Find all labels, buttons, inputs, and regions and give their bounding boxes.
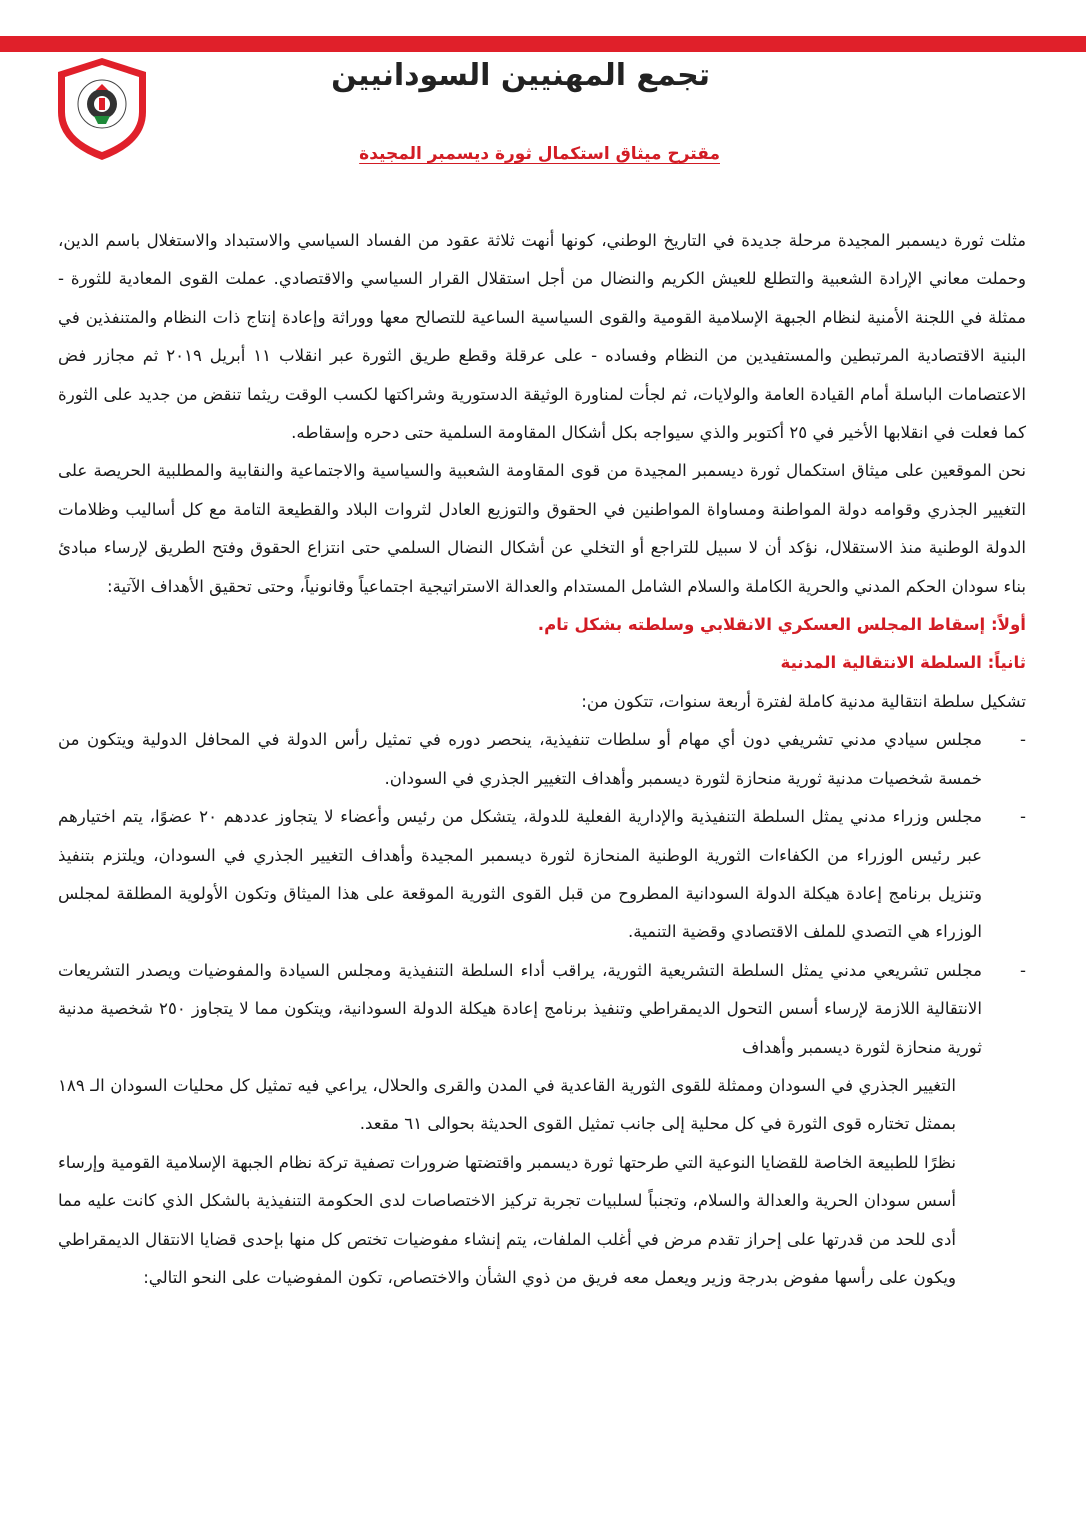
list-item-text: مجلس وزراء مدني يمثل السلطة التنفيذية والإدارية الفعلية للدولة، يتشكل من رئيس وأعضاء لا يتجاوز عددهم ٢٠ عضوًا، يتم اختيارهم عبر رئيس الوزراء من الكفاءات الثورية الوطنية المنحازة لثورة ديسمبر المجيدة وأهداف التغيير الجذري في السودان، ويلتزم بتنفيذ وتنزيل برنامج إعادة هيكلة الدولة السودانية المطروح من قبل القوى الثورية الموقعة على هذا الميثاق وتكون الأولوية المطلقة لمجلس الوزراء هي التصدي للملف الاقتصادي وقضية التنمية. [58,807,982,942]
paragraph-authority: تشكيل سلطة انتقالية مدنية كاملة لفترة أربعة سنوات، تتكون من: [581,691,1026,711]
paragraph-intro: مثلت ثورة ديسمبر المجيدة مرحلة جديدة في التاريخ الوطني، كونها أنهت ثلاثة عقود من الفساد السياسي والاستبداد والاستغلال باسم الدين، وحملت معاني الإرادة الشعبية والتطلع للعيش الكريم والنضال من أجل استقلال القرار السياسي والاقتصادي. عملت القوى المعادية للثورة - ممثلة في اللجنة الأمنية لنظام الجبهة الإسلامية القومية والقوى السياسية الساعية للتصالح معها ووراثة وإعادة إنتاج ذات النظام والمتنفذين في البنية الاقتصادية المرتبطين والمستفيدين من النظام وفساده - على عرقلة وقطع طريق الثورة عبر انقلاب ١١ أبريل ٢٠١٩ ثم مجازر فض الاعتصامات الباسلة أمام القيادة العامة والولايات، ثم لجأت لمناورة الوثيقة الدستورية وشراكتها لكسب الوقت ريثما تنقض من جديد على الثورة كما فعلت في انقلابها الأخير في ٢٥ أكتوبر والذي سيواجه بكل أشكال المقاومة السلمية حتى دحره وإسقاطه. [58,231,1027,443]
goal-first-text: إسقاط المجلس العسكري الانقلابي وسلطته بشكل تام. [537,615,986,635]
goal-second [58,644,1026,682]
list-item-legislative-council [58,952,1026,1067]
bullet-dash: - [1020,960,1026,980]
list-item-council-of-ministers [58,798,1026,952]
bullet-dash: - [1020,730,1026,750]
list-item-sovereign-council [58,721,1026,798]
paragraph-signatories: نحن الموقعين على ميثاق استكمال ثورة ديسمبر المجيدة من قوى المقاومة الشعبية والسياسية والاجتماعية والنقابية والمطلبية الحريصة على التغيير الجذري وقوامه دولة المواطنة ومساواة المواطنين في الحقوق والتوزيع العادل لثروات البلاد والقطيعة التامة مع كل أساليب وظلامات الدولة الوطنية منذ الاستقلال، نؤكد أن لا سبيل للتراجع أو التخلي عن أشكال النضال السلمي حتى انتزاع الحقوق وفتح الطريق لإرساء مبادئ بناء سودان الحكم المدني والحرية الكاملة والسلام الشامل المستدام والعدالة الاستراتيجية اجتماعياً وقانونياً، وحتى تحقيق الأهداف الآتية: [58,461,1026,596]
document-title: مقترح ميثاق استكمال ثورة ديسمبر المجيدة [359,144,720,164]
list-item-text: مجلس سيادي مدني تشريفي دون أي مهام أو سلطات تنفيذية، ينحصر دوره في تمثيل رأس الدولة في المحافل الدولية ويتكون من خمسة شخصيات مدنية ثورية منحازة لثورة ديسمبر وأهداف التغيير الجذري في السودان. [58,730,982,788]
bullet-dash: - [1020,807,1026,827]
top-red-bar [0,36,1086,52]
spa-logo [52,54,152,164]
document-body [58,222,1026,1297]
paragraph-commissions: نظرًا للطبيعة الخاصة للقضايا النوعية التي طرحتها ثورة ديسمبر واقتضتها ضرورات تصفية تركة نظام الجبهة الإسلامية القومية وإرساء أسس سودان الحرية والعدالة والسلام، وتجنباً لسلبيات تجربة تركيز الاختصاصات لدى الحكومة التنفيذية بالشكل الذي كانت عليه مما أدى للحد من قدرتها على إحراز تقدم مرض في أغلب الملفات، يتم إنشاء مفوضيات تختص كل منها بإحدى قضايا الانتقال الديمقراطي ويكون على رأسها مفوض بدرجة وزير ويعمل معه فريق من ذوي الشأن والاختصاص، تكون المفوضيات على النحو التالي: [58,1152,956,1287]
goal-second-text: السلطة الانتقالية المدنية [780,653,982,673]
organization-title: تجمع المهنيين السودانيين [331,58,710,93]
spa-shield-icon [52,54,152,164]
goal-second-label: ثانياً: [987,653,1026,673]
goal-first-label: أولاً: [991,615,1026,635]
list-item-text: مجلس تشريعي مدني يمثل السلطة التشريعية الثورية، يراقب أداء السلطة التنفيذية ومجلس السيادة والمفوضيات ويصدر التشريعات الانتقالية اللازمة لإرساء أسس التحول الديمقراطي وتنفيذ برنامج إعادة هيكلة الدولة السودانية، ويتكون مما لا يتجاوز ٢٥٠ شخصية مدنية ثورية منحازة لثورة ديسمبر وأهداف [58,960,982,1057]
legislative-council-continued: التغيير الجذري في السودان وممثلة للقوى الثورية القاعدية في المدن والقرى والحلال، يراعي فيه تمثيل كل محليات السودان الـ ١٨٩ بممثل تختاره قوى الثورة في كل محلية إلى جانب تمثيل القوى الحديثة بحوالى ٦١ مقعد. [58,1075,956,1134]
goal-first [58,606,1026,644]
